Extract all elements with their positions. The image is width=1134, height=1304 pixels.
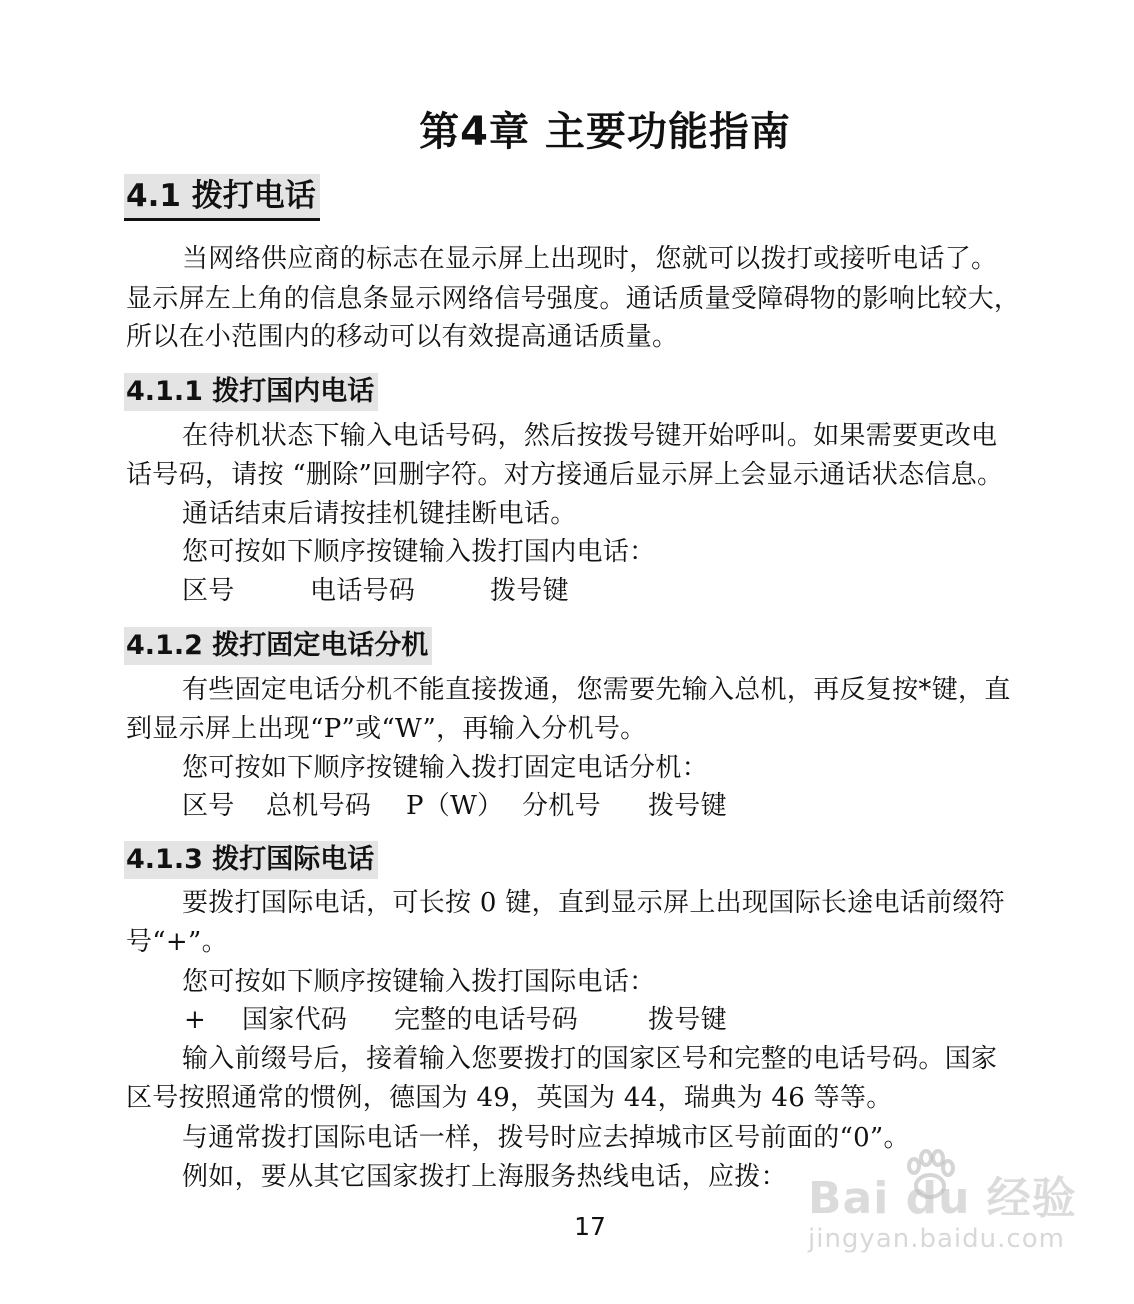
key-sequence-item: 分机号 xyxy=(522,791,601,821)
paragraph-line: 话号码，请按 “删除”回删字符。对方接通后显示屏上会显示通话状态信息。 xyxy=(126,460,1004,490)
paragraph-line: 所以在小范围内的移动可以有效提高通话质量。 xyxy=(126,322,679,352)
paragraph-line: 显示屏左上角的信息条显示网络信号强度。通话质量受障碍物的影响比较大， xyxy=(126,284,1021,314)
key-sequence-item: 区号 xyxy=(182,791,235,821)
key-sequence-item: 拨号键 xyxy=(648,791,727,821)
key-sequence-item: 国家代码 xyxy=(242,1005,348,1035)
baidu-watermark xyxy=(770,1140,1100,1270)
paragraph-line: 要拨打国际电话，可长按 0 键，直到显示屏上出现国际长途电话前缀符 xyxy=(182,888,1005,918)
paragraph-line: 通话结束后请按挂机键挂断电话。 xyxy=(182,499,577,529)
section-heading-4-1: 4.1 拨打电话 xyxy=(124,174,320,221)
paragraph-line: 例如，要从其它国家拨打上海服务热线电话，应拨： xyxy=(182,1162,787,1192)
key-sequence-item: 电话号码 xyxy=(310,576,416,606)
section-heading-4-1-3: 4.1.3 拨打国际电话 xyxy=(124,841,378,879)
watermark-brand: Bai du 经验 xyxy=(808,1173,1077,1224)
paragraph-line: 输入前缀号后，接着输入您要拨打的国家区号和完整的电话号码。国家 xyxy=(182,1044,998,1074)
key-sequence-item: 拨号键 xyxy=(648,1005,727,1035)
paragraph-line: 您可按如下顺序按键输入拨打国际电话： xyxy=(182,967,656,997)
paragraph-line: 在待机状态下输入电话号码，然后按拨号键开始呼叫。如果需要更改电 xyxy=(182,421,998,451)
key-sequence-item: 总机号码 xyxy=(266,791,372,821)
page-number: 17 xyxy=(574,1212,606,1241)
key-sequence-item: P（W） xyxy=(406,791,504,821)
paragraph-line: 有些固定电话分机不能直接拨通，您需要先输入总机，再反复按*键，直 xyxy=(182,675,1011,705)
section-heading-4-1-1: 4.1.1 拨打国内电话 xyxy=(124,373,378,411)
section-heading-4-1-2: 4.1.2 拨打固定电话分机 xyxy=(124,627,432,665)
key-sequence-item: 区号 xyxy=(182,576,235,606)
paragraph-line: 区号按照通常的惯例，德国为 49，英国为 44，瑞典为 46 等等。 xyxy=(126,1083,893,1113)
chapter-title: 第4章 主要功能指南 xyxy=(419,109,791,155)
paragraph-line: 与通常拨打国际电话一样，拨号时应去掉城市区号前面的“0”。 xyxy=(182,1123,910,1153)
paragraph-line: 您可按如下顺序按键输入拨打固定电话分机： xyxy=(182,753,709,783)
watermark-url: jingyan.baidu.com xyxy=(808,1224,1065,1254)
paragraph-line: 号“+”。 xyxy=(126,927,228,957)
key-sequence-item: 拨号键 xyxy=(490,576,569,606)
key-sequence-item: 完整的电话号码 xyxy=(394,1005,579,1035)
paragraph-line: 当网络供应商的标志在显示屏上出现时，您就可以拨打或接听电话了。 xyxy=(182,244,998,274)
key-sequence-item: + xyxy=(184,1005,207,1035)
paragraph-line: 您可按如下顺序按键输入拨打国内电话： xyxy=(182,537,656,567)
paragraph-line: 到显示屏上出现“P”或“W”，再输入分机号。 xyxy=(126,714,647,744)
